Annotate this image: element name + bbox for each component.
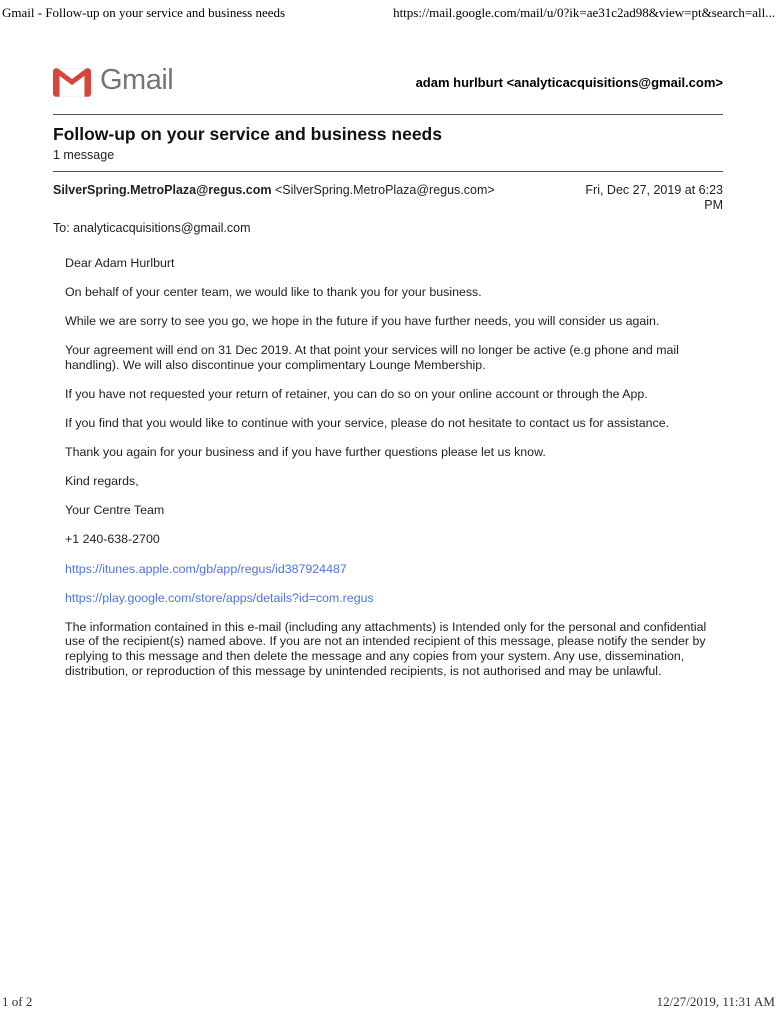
body-paragraph: On behalf of your center team, we would like to thank you for your business. [65, 285, 482, 300]
email-body [65, 256, 713, 678]
subject-title: Follow-up on your service and business needs [53, 124, 442, 144]
subject-block [53, 115, 723, 171]
print-footer [2, 994, 775, 1010]
sender-name: SilverSpring.MetroPlaza@regus.com [53, 183, 272, 197]
body-paragraph: If you have not requested your return of retainer, you can do so on your online account or through the App. [65, 386, 648, 401]
gmail-envelope-icon [53, 68, 91, 97]
print-header-title: Gmail - Follow-up on your service and business needs [2, 5, 286, 20]
divider-subject [53, 171, 723, 172]
message-date: Fri, Dec 27, 2019 at 6:23 PM [585, 183, 723, 212]
body-paragraph: Dear Adam Hurlburt [65, 256, 175, 270]
disclaimer-paragraph: The information contained in this e-mail (including any attachments) is Intended only for the personal and confidential use of the recipient(s) named above. If you are not an intended recipient of this message, please notify the sender by replying to this message and then delete the message and any copies from your system. Any use, dissemination, distribution, or reproduction of this message by unintended recipients, is not authorised and may be unlawful. [65, 619, 707, 678]
message-count: 1 message [53, 148, 115, 162]
print-footer-timestamp: 12/27/2019, 11:31 AM [656, 994, 775, 1009]
sender-address: <SilverSpring.MetroPlaza@regus.com> [271, 183, 495, 197]
body-paragraph: If you find that you would like to continue with your service, please do not hesitate to contact us for assistance. [65, 416, 670, 431]
link-paragraph [65, 591, 713, 606]
body-paragraph: Your agreement will end on 31 Dec 2019. At that point your services will no longer be active (e.g phone and mail handling). We will also discontinue your complimentary Lounge Membership. [65, 343, 679, 372]
print-footer-page-info: 1 of 2 [2, 994, 33, 1009]
recipient-line: To: analyticacquisitions@gmail.com [53, 221, 251, 235]
body-paragraph: While we are sorry to see you go, we hope in the future if you have further needs, you will consider us again. [65, 314, 660, 329]
play-store-app-link[interactable]: https://play.google.com/store/apps/details?id=com.regus [65, 590, 374, 605]
itunes-app-link[interactable]: https://itunes.apple.com/gb/app/regus/id387924487 [65, 561, 347, 576]
printed-email-page [53, 66, 723, 693]
gmail-logo-text: Gmail [100, 64, 174, 96]
print-header-url: https://mail.google.com/mail/u/0?ik=ae31c2ad98&view=pt&search=all... [393, 5, 775, 20]
sender-line [53, 183, 495, 213]
body-paragraph: +1 240-638-2700 [65, 532, 160, 547]
body-paragraph: Thank you again for your business and if you have further questions please let us know. [65, 445, 546, 460]
link-paragraph [65, 562, 713, 577]
gmail-logo [53, 66, 173, 98]
body-paragraph: Kind regards, [65, 474, 139, 489]
account-email: adam hurlburt <analyticacquisitions@gmail.com> [415, 74, 723, 90]
gmail-header [53, 66, 723, 98]
message-header [53, 183, 723, 213]
body-paragraph: Your Centre Team [65, 503, 165, 518]
print-header [2, 5, 775, 21]
